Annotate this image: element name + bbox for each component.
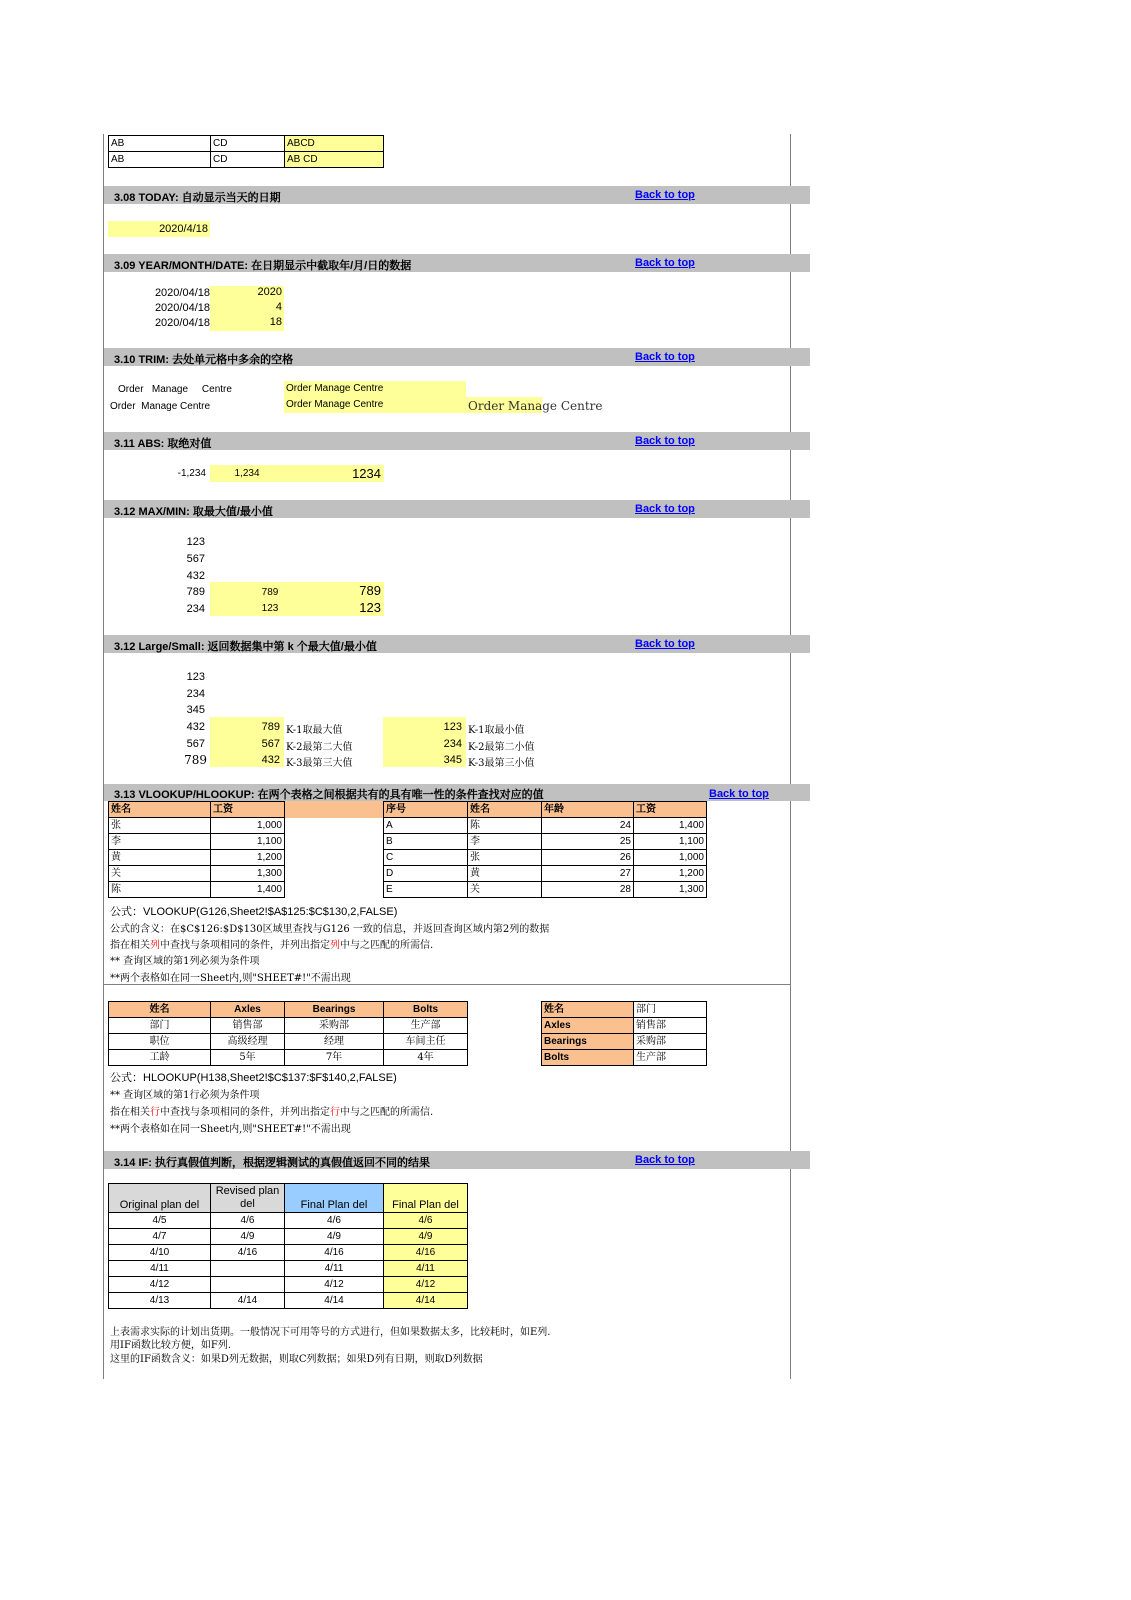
section-title: 3.12 Large/Small: 返回数据集中第 k 个最大值/最小值: [114, 641, 377, 653]
vlookup-left-cell[interactable]: 1,400: [210, 881, 285, 898]
concat-c2[interactable]: AB CD: [284, 151, 384, 168]
vlookup-right-cell[interactable]: A: [383, 817, 468, 834]
vlookup-right-cell[interactable]: 关: [467, 881, 542, 898]
if-cell[interactable]: 4/6: [383, 1212, 468, 1229]
if-cell[interactable]: [210, 1276, 285, 1293]
section-title: 3.08 TODAY: 自动显示当天的日期: [114, 192, 281, 204]
lookup-divider: [104, 984, 790, 985]
if-cell[interactable]: 4/12: [383, 1276, 468, 1293]
small-label: K-3最第三小值: [468, 758, 535, 769]
if-cell[interactable]: 4/11: [108, 1260, 211, 1277]
vlookup-right-cell[interactable]: 26: [541, 849, 634, 866]
abs-result-2[interactable]: 1234: [352, 466, 381, 481]
vlookup-left-header: 姓名: [108, 801, 211, 818]
ymd-date-3[interactable]: 2020/04/18: [154, 317, 210, 329]
hlookup-cell[interactable]: 经理: [284, 1033, 384, 1050]
vlookup-formula: 公式：VLOOKUP(G126,Sheet2!$A$125:$C$130,2,FALSE): [110, 906, 398, 918]
large-label: K-1取最大值: [286, 725, 343, 736]
min-result-1[interactable]: 123: [261, 603, 279, 614]
hlookup-header: Bolts: [383, 1001, 468, 1018]
hlookup-cell[interactable]: 职位: [108, 1033, 211, 1050]
hlookup-header: Axles: [210, 1001, 285, 1018]
vlookup-left-cell[interactable]: 陈: [108, 881, 211, 898]
vlookup-left-cell[interactable]: 李: [108, 833, 211, 850]
if-cell[interactable]: 4/16: [210, 1244, 285, 1261]
section-title: 3.11 ABS: 取绝对值: [114, 438, 212, 450]
vlookup-right-cell[interactable]: 李: [467, 833, 542, 850]
if-cell[interactable]: 4/12: [108, 1276, 211, 1293]
small-label: K-2最第二小值: [468, 742, 535, 753]
vlookup-header-fill: [285, 801, 383, 818]
if-cell[interactable]: 4/11: [284, 1260, 384, 1277]
section-title: 3.13 VLOOKUP/HLOOKUP: 在两个表格之间根据共有的具有唯一性的条件查找对应的值: [114, 789, 544, 801]
vlookup-note-2: ** 查询区域的第1列必须为条件项: [110, 956, 260, 967]
vlookup-right-header: 工资: [633, 801, 707, 818]
vlookup-right-cell[interactable]: 28: [541, 881, 634, 898]
section-title: 3.09 YEAR/MONTH/DATE: 在日期显示中截取年/月/日的数据: [114, 260, 412, 272]
if-cell[interactable]: 4/6: [284, 1212, 384, 1229]
hlookup-cell[interactable]: 车间主任: [383, 1033, 468, 1050]
large-num[interactable]: 432: [186, 721, 205, 733]
hlookup-right-cell: Bolts: [541, 1049, 634, 1066]
vlookup-left-cell[interactable]: 1,300: [210, 865, 285, 882]
if-cell[interactable]: 4/5: [108, 1212, 211, 1229]
if-cell[interactable]: 4/9: [210, 1228, 285, 1245]
back-to-top-link[interactable]: Back to top: [635, 351, 695, 363]
back-to-top-link[interactable]: Back to top: [635, 503, 695, 515]
back-to-top-link[interactable]: Back to top: [635, 435, 695, 447]
hlookup-right-cell: 姓名: [541, 1001, 634, 1018]
large-label: K-3最第三大值: [286, 758, 353, 769]
vlookup-left-cell[interactable]: 张: [108, 817, 211, 834]
ymd-month[interactable]: 4: [210, 301, 284, 316]
section-header-lookup: [104, 784, 810, 801]
if-cell[interactable]: 4/16: [383, 1244, 468, 1261]
hlookup-cell[interactable]: 工龄: [108, 1049, 211, 1066]
trim-result-1[interactable]: Order Manage Centre: [284, 381, 466, 397]
large-num[interactable]: 345: [186, 704, 205, 716]
if-cell[interactable]: 4/6: [210, 1212, 285, 1229]
if-note-3: 这里的IF函数含义：如果D列无数据，则取C列数据；如果D列有日期，则取D列数据: [110, 1354, 483, 1365]
maxmin-num[interactable]: 567: [186, 553, 205, 565]
hlookup-cell[interactable]: 高级经理: [210, 1033, 285, 1050]
vlookup-left-cell[interactable]: 1,200: [210, 849, 285, 866]
small-value[interactable]: 234: [443, 738, 462, 750]
if-header: Revised plan del: [210, 1183, 285, 1213]
section-header-ymd: [104, 254, 810, 272]
trim-source-2[interactable]: Order Manage Centre: [110, 401, 211, 412]
if-cell[interactable]: 4/10: [108, 1244, 211, 1261]
hlookup-note-3: **两个表格如在同一Sheet内,则"SHEET#!"不需出现: [110, 1124, 351, 1135]
hlookup-cell[interactable]: 7年: [284, 1049, 384, 1066]
hlookup-cell[interactable]: 销售部: [210, 1017, 285, 1034]
if-header: Final Plan del: [284, 1183, 384, 1213]
abs-result-1[interactable]: 1,234: [234, 468, 260, 479]
section-header-large-small: [104, 635, 810, 653]
maxmin-num[interactable]: 123: [186, 536, 205, 548]
if-header: Final Plan del: [383, 1183, 468, 1213]
vlookup-right-header: 年龄: [541, 801, 634, 818]
large-value[interactable]: 432: [261, 754, 280, 766]
back-to-top-link[interactable]: Back to top: [635, 189, 695, 201]
hlookup-right-cell[interactable]: 采购部: [633, 1033, 707, 1050]
if-cell[interactable]: 4/11: [383, 1260, 468, 1277]
large-num[interactable]: 234: [186, 688, 205, 700]
hlookup-right-cell: Axles: [541, 1017, 634, 1034]
vlookup-right-cell[interactable]: D: [383, 865, 468, 882]
section-title: 3.14 IF: 执行真假值判断，根据逻辑测试的真假值返回不同的结果: [114, 1157, 430, 1169]
vlookup-right-header: 序号: [383, 801, 468, 818]
large-num[interactable]: 123: [186, 671, 205, 683]
small-value[interactable]: 345: [443, 754, 462, 766]
if-cell[interactable]: 4/9: [284, 1228, 384, 1245]
vlookup-left-cell[interactable]: 关: [108, 865, 211, 882]
hlookup-cell[interactable]: 5年: [210, 1049, 285, 1066]
vlookup-right-cell[interactable]: B: [383, 833, 468, 850]
if-cell[interactable]: 4/12: [284, 1276, 384, 1293]
concat-b1[interactable]: CD: [210, 135, 285, 152]
vlookup-right-header: 姓名: [467, 801, 542, 818]
section-header-maxmin: [104, 500, 810, 518]
min-result-2[interactable]: 123: [359, 600, 381, 615]
ymd-date-2[interactable]: 2020/04/18: [154, 302, 210, 314]
ymd-date-1[interactable]: 2020/04/18: [154, 287, 210, 299]
if-cell[interactable]: 4/14: [383, 1292, 468, 1309]
if-cell[interactable]: [210, 1260, 285, 1277]
vlookup-left-header: 工资: [210, 801, 285, 818]
hlookup-formula: 公式：HLOOKUP(H138,Sheet2!$C$137:$F$140,2,FALSE): [110, 1072, 397, 1084]
if-note-1: 上表需求实际的计划出货期。一般情况下可用等号的方式进行，但如果数据太多，比较耗时，如E列.: [110, 1327, 551, 1338]
back-to-top-link[interactable]: Back to top: [635, 257, 695, 269]
if-cell[interactable]: 4/14: [210, 1292, 285, 1309]
maxmin-num[interactable]: 234: [186, 603, 205, 615]
if-note-2: 用IF函数比较方便，如F列.: [110, 1340, 232, 1351]
ymd-day[interactable]: 18: [210, 316, 284, 331]
concat-b2[interactable]: CD: [210, 151, 285, 168]
hlookup-cell[interactable]: 采购部: [284, 1017, 384, 1034]
max-result-2[interactable]: 789: [359, 583, 381, 598]
maxmin-num[interactable]: 789: [186, 586, 205, 598]
max-result-1[interactable]: 789: [261, 587, 279, 598]
vlookup-right-cell[interactable]: 黄: [467, 865, 542, 882]
if-header: Original plan del: [108, 1183, 211, 1213]
vlookup-right-cell[interactable]: C: [383, 849, 468, 866]
section-title: 3.12 MAX/MIN: 取最大值/最小值: [114, 506, 273, 518]
vlookup-right-cell[interactable]: 陈: [467, 817, 542, 834]
today-value[interactable]: 2020/4/18: [108, 221, 210, 237]
section-header-if: [104, 1151, 810, 1169]
left-border: [103, 134, 104, 1379]
hlookup-cell[interactable]: 部门: [108, 1017, 211, 1034]
hlookup-cell[interactable]: 4年: [383, 1049, 468, 1066]
hlookup-right-cell: Bearings: [541, 1033, 634, 1050]
small-value[interactable]: 123: [443, 721, 462, 733]
hlookup-cell[interactable]: 生产部: [383, 1017, 468, 1034]
large-num[interactable]: 567: [186, 738, 205, 750]
vlookup-right-cell[interactable]: 1,400: [633, 817, 707, 834]
vlookup-meaning: 公式的含义：在$C$126:$D$130区域里查找与G126 一致的信息，并返回查询区域内第2列的数据: [110, 924, 550, 935]
vlookup-note-3: **两个表格如在同一Sheet内,则"SHEET#!"不需出现: [110, 973, 351, 984]
large-value[interactable]: 789: [261, 721, 280, 733]
vlookup-right-cell[interactable]: 27: [541, 865, 634, 882]
vlookup-right-cell[interactable]: 24: [541, 817, 634, 834]
vlookup-note-1: 指在相关列中查找与条项相同的条件，并列出指定列中与之匹配的所需信.: [110, 940, 434, 951]
back-to-top-link[interactable]: Back to top: [635, 1154, 695, 1166]
abs-source[interactable]: -1,234: [177, 468, 206, 479]
large-num[interactable]: 789: [184, 753, 207, 767]
vlookup-right-cell[interactable]: 1,000: [633, 849, 707, 866]
vlookup-left-cell[interactable]: 黄: [108, 849, 211, 866]
vlookup-right-cell[interactable]: 张: [467, 849, 542, 866]
hlookup-header: 姓名: [108, 1001, 211, 1018]
vlookup-left-cell[interactable]: 1,000: [210, 817, 285, 834]
concat-a2[interactable]: AB: [108, 151, 211, 168]
maxmin-num[interactable]: 432: [186, 570, 205, 582]
section-header-abs: [104, 432, 810, 450]
back-to-top-link[interactable]: Back to top: [635, 638, 695, 650]
if-cell[interactable]: 4/16: [284, 1244, 384, 1261]
if-cell[interactable]: 4/9: [383, 1228, 468, 1245]
small-label: K-1取最小值: [468, 725, 525, 736]
back-to-top-link[interactable]: Back to top: [709, 788, 769, 800]
concat-c1[interactable]: ABCD: [284, 135, 384, 152]
hlookup-header: Bearings: [284, 1001, 384, 1018]
vlookup-right-cell[interactable]: 1,200: [633, 865, 707, 882]
trim-result-3[interactable]: Order Manage Centre: [468, 399, 603, 413]
hlookup-note-2: 指在相关行中查找与条项相同的条件，并列出指定行中与之匹配的所需信.: [110, 1107, 434, 1118]
vlookup-right-cell[interactable]: E: [383, 881, 468, 898]
section-title: 3.10 TRIM: 去处单元格中多余的空格: [114, 354, 294, 366]
hlookup-right-cell[interactable]: 生产部: [633, 1049, 707, 1066]
right-border: [790, 134, 791, 1379]
vlookup-right-cell[interactable]: 25: [541, 833, 634, 850]
large-value[interactable]: 567: [261, 738, 280, 750]
section-header-today: [104, 186, 810, 204]
large-label: K-2最第二大值: [286, 742, 353, 753]
hlookup-right-cell[interactable]: 部门: [633, 1001, 707, 1018]
vlookup-right-cell[interactable]: 1,300: [633, 881, 707, 898]
concat-a1[interactable]: AB: [108, 135, 211, 152]
if-cell[interactable]: 4/7: [108, 1228, 211, 1245]
section-header-trim: [104, 348, 810, 366]
trim-source-1[interactable]: Order Manage Centre: [118, 384, 232, 395]
hlookup-note-1: ** 查询区域的第1行必须为条件项: [110, 1090, 260, 1101]
trim-result-2[interactable]: Order Manage Centre: [284, 397, 466, 413]
vlookup-left-cell[interactable]: 1,100: [210, 833, 285, 850]
if-cell[interactable]: 4/13: [108, 1292, 211, 1309]
hlookup-right-cell[interactable]: 销售部: [633, 1017, 707, 1034]
ymd-year[interactable]: 2020: [210, 286, 284, 301]
if-cell[interactable]: 4/14: [284, 1292, 384, 1309]
vlookup-right-cell[interactable]: 1,100: [633, 833, 707, 850]
